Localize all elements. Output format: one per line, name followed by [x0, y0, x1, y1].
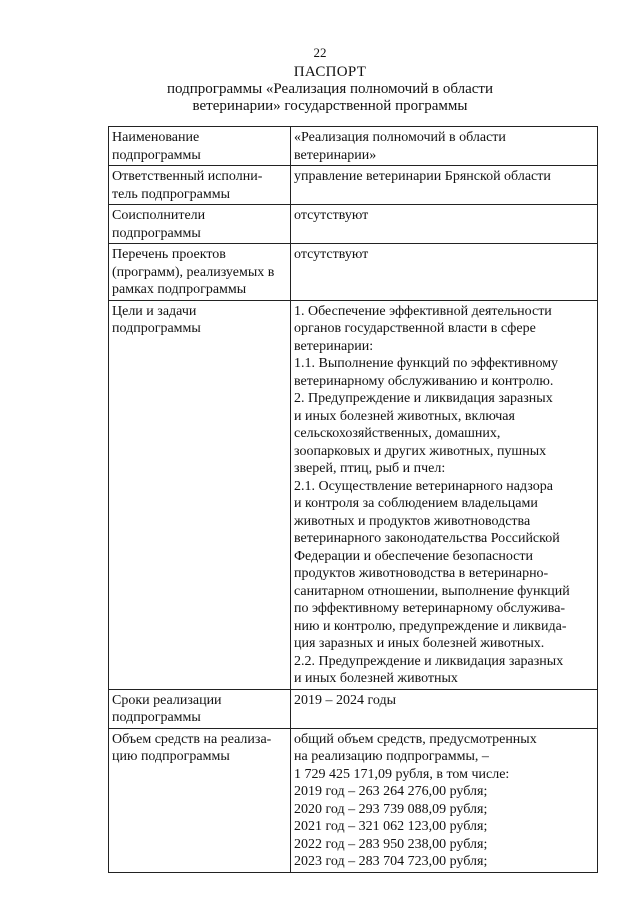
row-value-line: ветеринарного законодательства Российской	[294, 531, 560, 546]
table-row	[109, 244, 598, 301]
row-value-line: животных и продуктов животноводства	[294, 513, 531, 529]
row-label-line: (программ), реализуемых в	[112, 264, 275, 280]
row-value-cell	[291, 689, 598, 728]
row-label-line: Объем средств на реализа-	[112, 731, 272, 747]
row-label-line: тель подпрограммы	[112, 186, 230, 202]
passport-table	[108, 126, 598, 873]
row-value-line: зверей, птиц, рыб и пчел:	[294, 461, 446, 476]
table-row	[109, 205, 598, 244]
document-title	[0, 64, 640, 115]
row-value-line: 2019 год – 263 264 276,00 рубля;	[294, 784, 488, 799]
row-label-line: Наименование	[112, 130, 200, 145]
row-label-cell	[109, 205, 291, 244]
row-value-line: сельскохозяйственных, домашних,	[294, 426, 501, 441]
row-label-cell	[109, 166, 291, 205]
row-value-line: общий объем средств, предусмотренных	[294, 731, 537, 747]
row-label-cell	[109, 728, 291, 872]
row-value-line: на реализацию подпрограммы, –	[294, 749, 489, 764]
table-row	[109, 166, 598, 205]
row-value-line: 2019 – 2024 годы	[294, 692, 397, 708]
row-value-line: 2023 год – 283 704 723,00 рубля;	[294, 854, 488, 869]
row-value-cell	[291, 205, 598, 244]
row-value-line: ция заразных и иных болезней животных.	[294, 636, 545, 651]
row-value-line: ветеринарии:	[294, 338, 374, 354]
row-value-line: нию и контролю, предупреждение и ликвида-	[294, 618, 567, 634]
row-value-line: продуктов животноводства в ветеринарно-	[294, 566, 549, 581]
row-value-line: органов государственной власти в сфере	[294, 321, 536, 336]
row-label-cell	[109, 300, 291, 689]
row-label-line: Цели и задачи	[112, 303, 197, 319]
row-value-line: отсутствуют	[294, 208, 369, 223]
row-value-line: 2021 год – 321 062 123,00 рубля;	[294, 819, 488, 834]
row-label-line: подпрограммы	[112, 710, 201, 725]
row-value-line: и иных болезней животных	[294, 671, 458, 686]
row-value-line: «Реализация полномочий в области	[294, 130, 506, 145]
title-line-2: подпрограммы «Реализация полномочий в области	[167, 81, 493, 97]
row-value-line: санитарном отношении, выполнение функций	[294, 583, 570, 599]
row-label-cell	[109, 244, 291, 301]
row-value-line: ветеринарному обслуживанию и контролю.	[294, 373, 554, 389]
row-value-line: ветеринарии»	[294, 147, 377, 163]
row-value-line: зоопарковых и других животных, пушных	[294, 443, 547, 459]
row-label-line: Соисполнители	[112, 208, 206, 223]
row-label-line: Ответственный исполни-	[112, 169, 263, 184]
row-value-line: 2. Предупреждение и ликвидация заразных	[294, 391, 553, 406]
table-row	[109, 728, 598, 872]
row-value-line: 2.2. Предупреждение и ликвидация заразных	[294, 653, 564, 669]
row-label-cell	[109, 127, 291, 166]
row-label-line: подпрограммы	[112, 147, 201, 163]
row-value-line: и контроля за соблюдением владельцами	[294, 496, 538, 511]
row-value-line: 1.1. Выполнение функций по эффективному	[294, 356, 559, 371]
row-value-cell	[291, 300, 598, 689]
row-value-line: 2022 год – 283 950 238,00 рубля;	[294, 836, 488, 852]
row-label-cell	[109, 689, 291, 728]
table-row	[109, 127, 598, 166]
row-value-line: 2.1. Осуществление ветеринарного надзора	[294, 478, 553, 494]
row-label-line: Перечень проектов	[112, 247, 226, 262]
row-value-cell	[291, 244, 598, 301]
row-value-line: Федерации и обеспечение безопасности	[294, 548, 533, 564]
passport-table-body	[109, 127, 598, 873]
row-label-line: рамках подпрограммы	[112, 282, 247, 297]
row-label-line: подпрограммы	[112, 321, 201, 336]
row-value-cell	[291, 728, 598, 872]
row-value-line: по эффективному ветеринарному обслужива-	[294, 601, 566, 616]
row-label-line: Сроки реализации	[112, 692, 222, 708]
title-line-3: ветеринарии» государственной программы	[192, 98, 468, 114]
row-value-line: 1. Обеспечение эффективной деятельности	[294, 303, 552, 319]
row-value-line: управление ветеринарии Брянской области	[294, 169, 551, 184]
row-label-line: цию подпрограммы	[112, 749, 230, 764]
row-value-line: 1 729 425 171,09 рубля, в том числе:	[294, 766, 510, 782]
row-value-cell	[291, 127, 598, 166]
row-label-line: подпрограммы	[112, 225, 201, 241]
table-row	[109, 300, 598, 689]
row-value-cell	[291, 166, 598, 205]
table-row	[109, 689, 598, 728]
row-value-line: отсутствуют	[294, 247, 369, 262]
row-value-line: и иных болезней животных, включая	[294, 408, 515, 424]
title-main: ПАСПОРТ	[293, 64, 367, 80]
page-number: 22	[313, 45, 327, 60]
row-value-line: 2020 год – 293 739 088,09 рубля;	[294, 801, 488, 817]
